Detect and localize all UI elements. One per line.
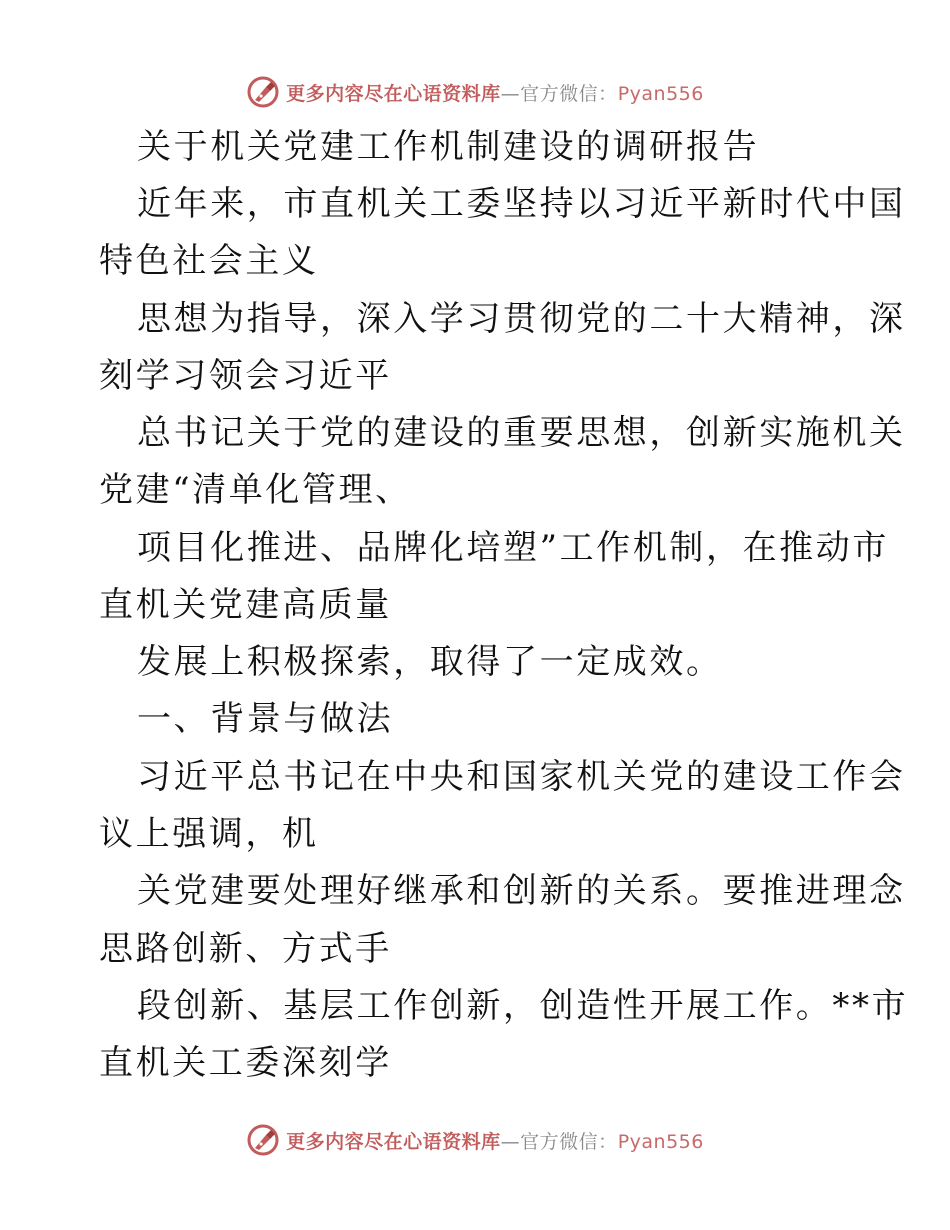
paragraph-line: 直机关工委深刻学 — [99, 1043, 392, 1083]
section-heading: 一、背景与做法 — [137, 699, 394, 739]
paragraph-line: 刻学习领会习近平 — [99, 356, 392, 396]
document-title: 关于机关党建工作机制建设的调研报告 — [137, 127, 760, 167]
paragraph-line: 发展上积极探索，取得了一定成效。 — [137, 642, 723, 682]
paragraph-line: 总书记关于党的建设的重要思想，创新实施机关 — [137, 413, 906, 453]
watermark-brand: 更多内容尽在心语资料库 — [286, 82, 501, 105]
paragraph-line: 关党建要处理好继承和创新的关系。要推进理念 — [137, 871, 906, 911]
watermark-official: 官方微信： — [520, 82, 618, 105]
paragraph-line: 直机关党建高质量 — [99, 585, 392, 625]
watermark-dash: — — [500, 82, 521, 105]
watermark-dash: — — [500, 1130, 521, 1153]
paragraph-line: 思路创新、方式手 — [99, 929, 392, 969]
pen-nib-logo-icon — [246, 75, 280, 109]
paragraph-line: 党建“清单化管理、 — [99, 470, 412, 510]
paragraph-line: 段创新、基层工作创新，创造性开展工作。**市 — [137, 986, 909, 1026]
paragraph-line: 近年来，市直机关工委坚持以习近平新时代中国 — [137, 184, 906, 224]
watermark-wechat-id: Pyan556 — [617, 82, 704, 105]
watermark-official: 官方微信： — [520, 1130, 618, 1153]
paragraph-line: 特色社会主义 — [99, 241, 319, 281]
watermark-text — [286, 79, 704, 106]
header-watermark — [0, 72, 950, 112]
paragraph-line: 习近平总书记在中央和国家机关党的建设工作会 — [137, 757, 906, 797]
paragraph-line: 项目化推进、品牌化培塑”工作机制，在推动市 — [137, 528, 889, 568]
paragraph-line: 议上强调，机 — [99, 814, 319, 854]
watermark-text — [286, 1127, 704, 1154]
watermark-brand: 更多内容尽在心语资料库 — [286, 1130, 501, 1153]
footer-watermark — [0, 1120, 950, 1160]
watermark-wechat-id: Pyan556 — [617, 1130, 704, 1153]
pen-nib-logo-icon — [246, 1123, 280, 1157]
paragraph-line: 思想为指导，深入学习贯彻党的二十大精神，深 — [137, 299, 906, 339]
